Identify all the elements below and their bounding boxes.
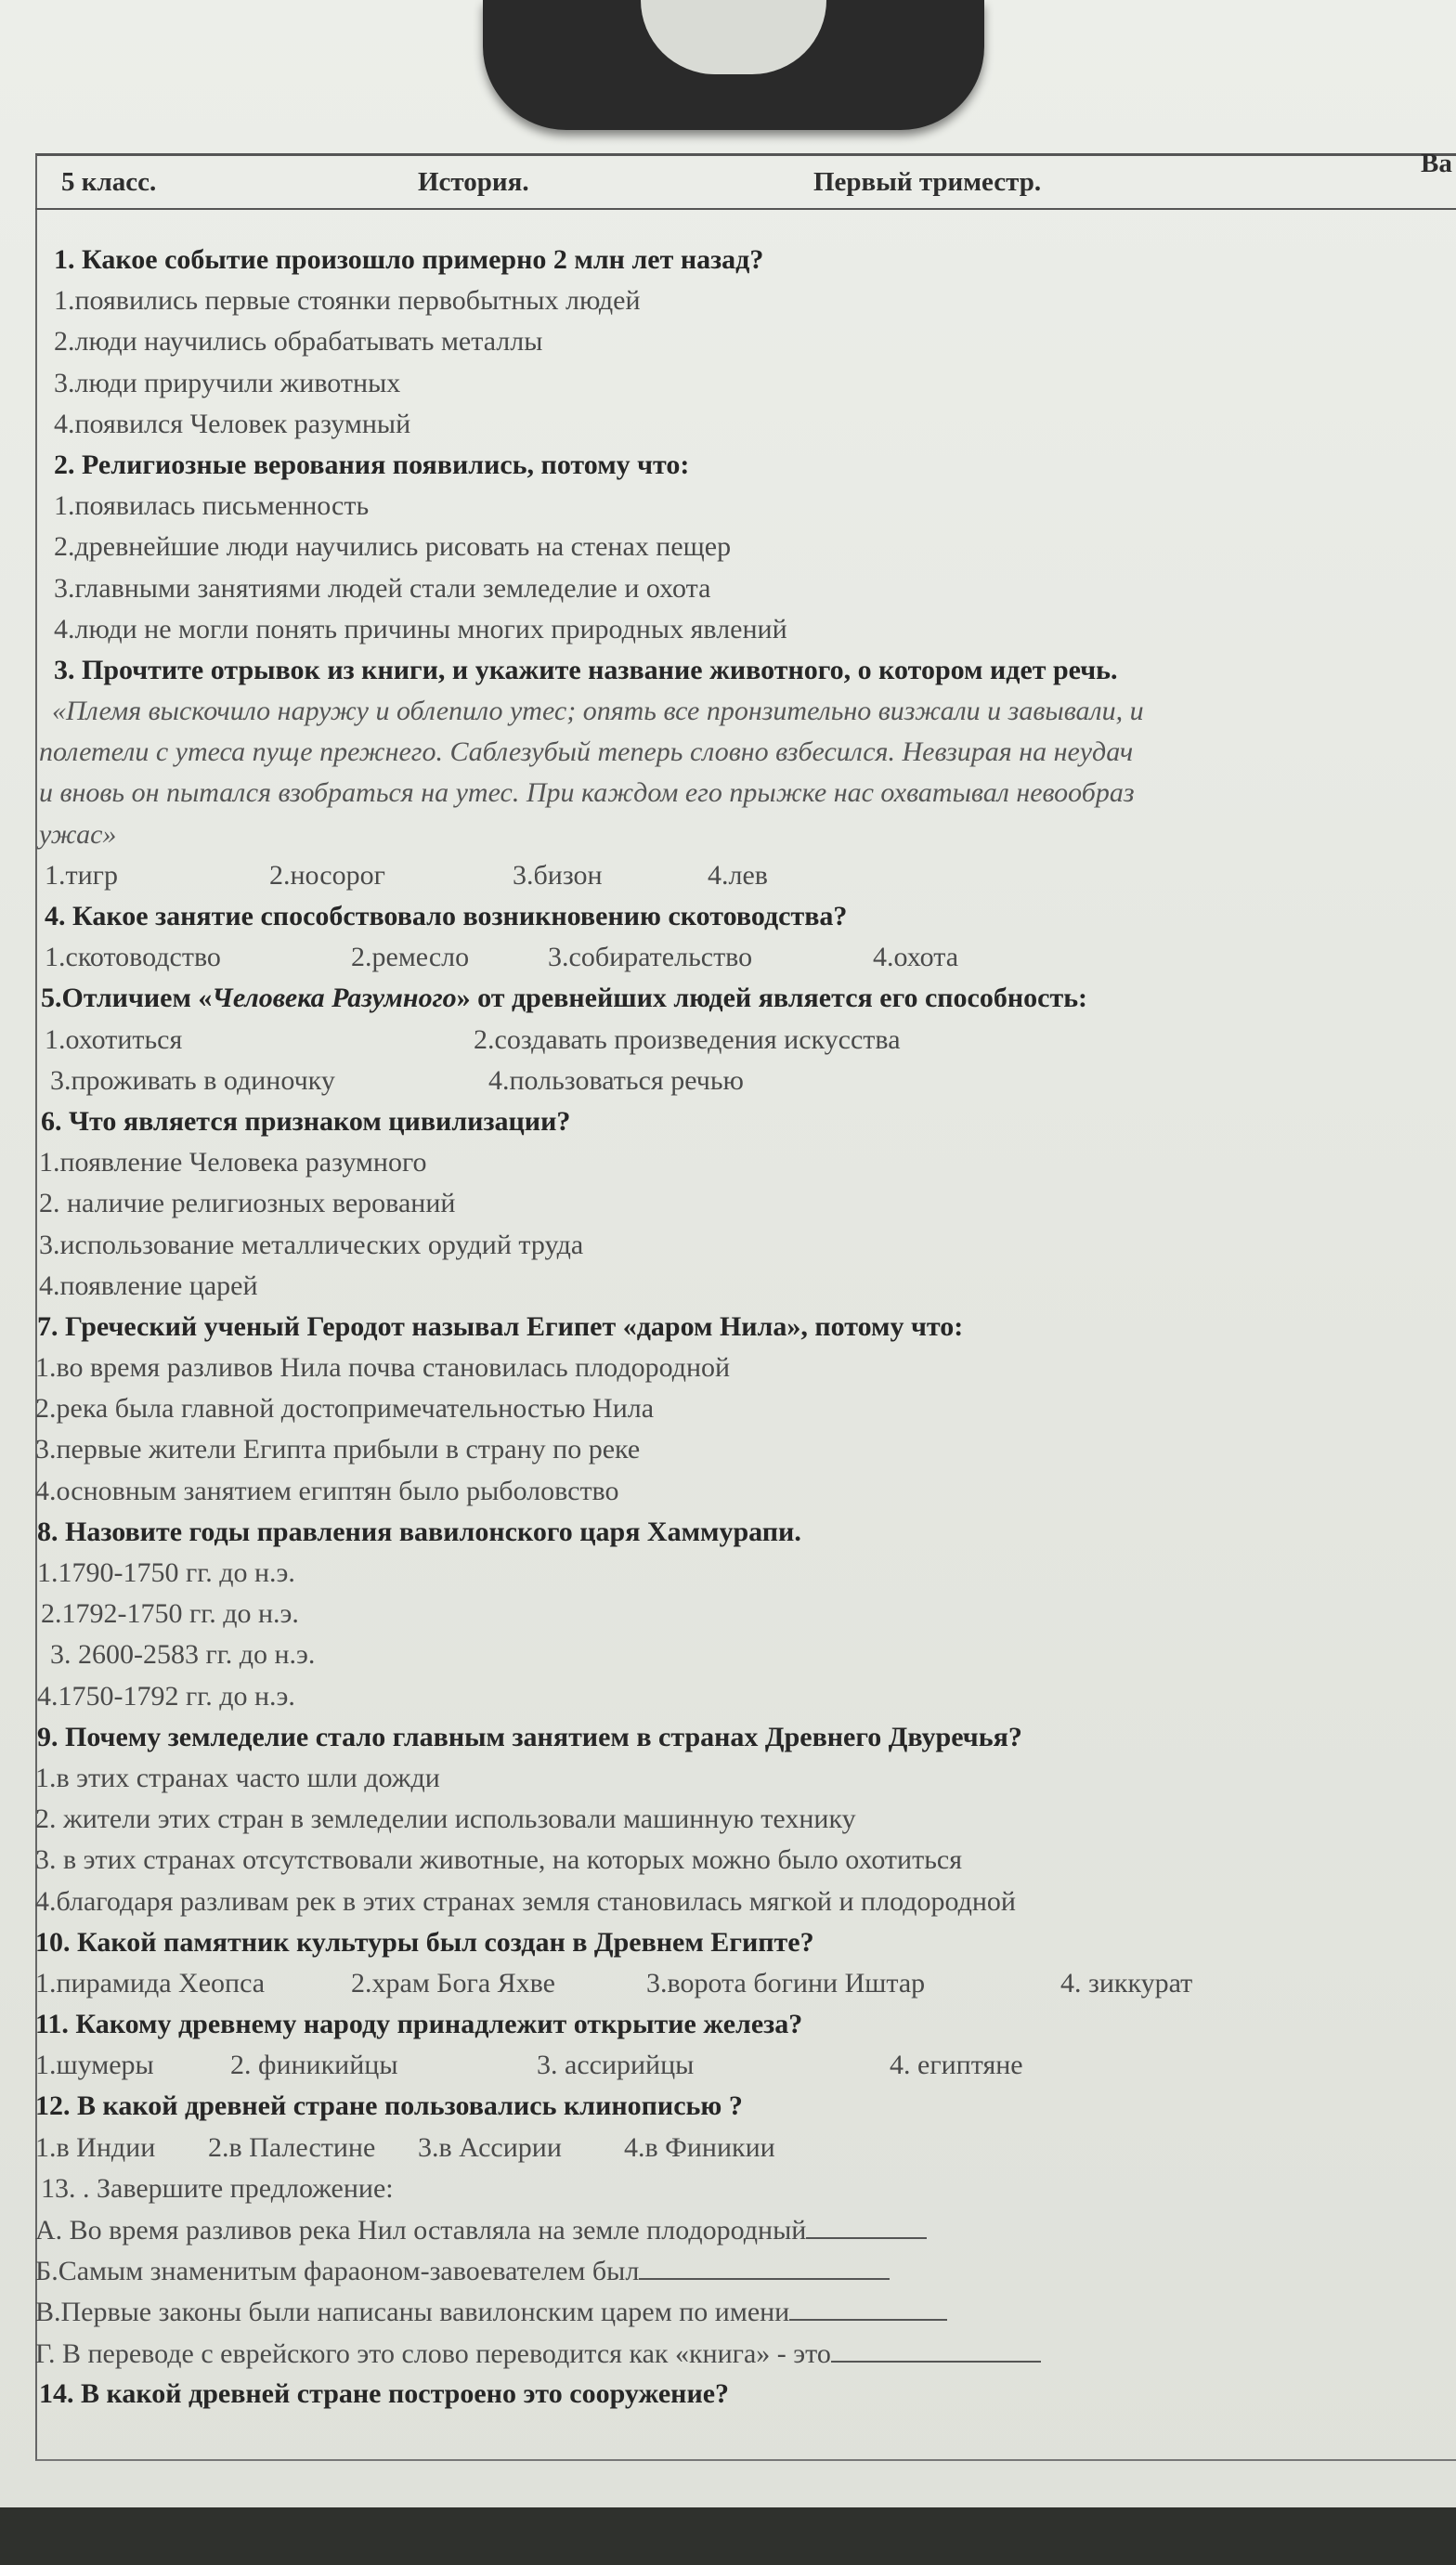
questions-list [35,240,1451,2415]
question-12-option-4: 4.в Финикии [624,2131,775,2163]
question-12-option-2: 2.в Палестине [208,2131,376,2163]
question-1-option-3: 3.люди приручили животных [54,367,401,398]
variant-label: Ва [1421,149,1452,178]
question-13-title: 13. . Завершите предложение: [41,2172,394,2204]
question-3-quote-line-3: и вновь он пытался взобраться на утес. При каждом его прыжке нас охватывал невообраз [39,777,1135,809]
question-9-option-4: 4.благодаря разливам рек в этих странах земля становилась мягкой и плодородной [35,1885,1016,1917]
question-12-title: 12. В какой древней стране пользовались клинописью ? [35,2090,743,2122]
question-5-options-row-2 [35,1061,1451,1101]
question-10-title: 10. Какой памятник культуры был создан в Древнем Египте? [35,1926,814,1958]
question-12-options [35,2128,1451,2168]
question-4-option-2: 2.ремесло [351,942,470,973]
term-label: Первый триместр. [813,167,1042,197]
answer-blank-b[interactable] [639,2250,890,2280]
magnet-notch [641,0,826,74]
question-5-option-3: 3.проживать в одиночку [50,1064,335,1096]
question-7-option-4: 4.основным занятием египтян было рыболовство [35,1475,619,1506]
question-5-title-suffix: » от древнейших людей является его способность: [456,983,1088,1014]
question-5-title [35,978,1451,1019]
question-6-option-3: 3.использование металлических орудий труда [39,1229,584,1260]
question-1-title: 1. Какое событие произошло примерно 2 млн лет назад? [54,244,764,275]
question-1-option-4: 4.появился Человек разумный [54,408,411,439]
magnet [483,0,984,130]
answer-blank-c[interactable] [789,2291,947,2321]
question-8-title: 8. Назовите годы правления вавилонского царя Хаммурапи. [37,1516,801,1547]
question-6-title: 6. Что является признаком цивилизации? [41,1105,571,1137]
question-2-option-1: 1.появилась письменность [54,490,370,522]
question-9-title: 9. Почему земледелие стало главным занятием в странах Древнего Двуречья? [37,1721,1022,1752]
question-11-option-4: 4. египтяне [890,2050,1023,2081]
question-3-quote-line-4: ужас» [39,818,117,850]
question-10-option-3: 3.ворота богини Иштар [646,1967,926,1999]
question-13-item-d-text: Г. В переводе с еврейского это слово переводится как «книга» - это [35,2337,831,2369]
question-7-title: 7. Греческий ученый Геродот называл Египет «даром Нила», потому что: [37,1310,964,1342]
question-8-option-1: 1.1790-1750 гг. до н.э. [37,1557,295,1588]
subject-label: История. [418,167,529,197]
background-surface [0,2507,1456,2565]
question-13-item-c-text: В.Первые законы были написаны вавилонским царем по имени [35,2297,790,2328]
question-9-option-3: 3. в этих странах отсутствовали животные, на которых можно было охотиться [35,1844,962,1876]
question-1-option-2: 2.люди научились обрабатывать металлы [54,326,543,358]
question-8-option-2: 2.1792-1750 гг. до н.э. [41,1598,299,1630]
question-14-title: 14. В какой древней стране построено это сооружение? [39,2377,730,2409]
question-2-option-3: 3.главными занятиями людей стали земледелие и охота [54,572,711,604]
question-6-option-1: 1.появление Человека разумного [39,1147,427,1178]
answer-blank-d[interactable] [831,2333,1041,2363]
grade-label: 5 класс. [61,167,157,197]
question-11-options [35,2045,1451,2086]
question-3-option-1: 1.тигр [45,859,118,891]
question-5-option-2: 2.создавать произведения искусства [474,1023,901,1055]
question-11-option-1: 1.шумеры [35,2050,154,2081]
question-7-option-3: 3.первые жители Египта прибыли в страну по реке [35,1434,641,1465]
question-7-option-2: 2.река была главной достопримечательностью Нила [35,1393,655,1425]
question-11-title: 11. Какому древнему народу принадлежит открытие железа? [35,2009,803,2040]
question-4-option-3: 3.собирательство [548,942,753,973]
question-3-option-2: 2.носорог [269,859,385,891]
question-11-option-3: 3. ассирийцы [537,2050,695,2081]
question-3-quote-line-2: полетели с утеса пуще прежнего. Саблезубый теперь словно взбесился. Невзирая на неудач [39,736,1134,768]
question-13-item-b [35,2250,1451,2291]
question-10-option-1: 1.пирамида Хеопса [35,1967,266,1999]
question-13-item-b-text: Б.Самым знаменитым фараоном-завоевателем был [35,2256,640,2287]
question-2-option-4: 4.люди не могли понять причины многих природных явлений [54,613,787,645]
question-4-title: 4. Какое занятие способствовало возникновению скотоводства? [45,901,848,931]
question-2-option-2: 2.древнейшие люди научились рисовать на стенах пещер [54,531,732,563]
answer-blank-a[interactable] [806,2209,927,2239]
question-10-options [35,1963,1451,2004]
question-8-option-4: 4.1750-1792 гг. до н.э. [37,1680,295,1712]
question-8-option-3: 3. 2600-2583 гг. до н.э. [50,1639,316,1671]
question-4-option-1: 1.скотоводство [45,942,221,973]
question-5-options-row-1 [35,1020,1451,1061]
question-4-option-4: 4.охота [873,942,959,973]
question-13-item-d [35,2333,1451,2374]
question-6-option-4: 4.появление царей [39,1269,258,1301]
question-3-options [35,855,1451,896]
question-13-item-c [35,2291,1451,2332]
question-12-option-1: 1.в Индии [35,2131,156,2163]
question-3-option-4: 4.лев [708,859,768,891]
question-13-item-a [35,2209,1451,2250]
question-9-option-2: 2. жители этих стран в земледелии использовали машинную технику [35,1803,856,1835]
question-5-title-italic: Человека Разумного [212,983,457,1014]
question-5-title-prefix: 5.Отличием « [41,983,213,1014]
question-7-option-1: 1.во время разливов Нила почва становилась плодородной [35,1352,731,1384]
question-12-option-3: 3.в Ассирии [418,2131,562,2163]
question-1-option-1: 1.появились первые стоянки первобытных людей [54,285,641,317]
question-3-option-3: 3.бизон [513,859,603,891]
question-3-quote-line-1: «Племя выскочило наружу и облепило утес; опять все пронзительно визжали и завывали, и [52,696,1144,727]
question-2-title: 2. Религиозные верования появились, потому что: [54,449,690,480]
worksheet-header [35,149,1456,210]
question-10-option-4: 4. зиккурат [1060,1967,1193,1999]
question-6-option-2: 2. наличие религиозных верований [39,1188,456,1219]
question-5-option-4: 4.пользоваться речью [488,1064,744,1096]
question-10-option-2: 2.храм Бога Яхве [351,1967,555,1999]
question-5-option-1: 1.охотиться [45,1023,183,1055]
question-4-options [35,937,1451,978]
question-9-option-1: 1.в этих странах часто шли дожди [35,1762,440,1793]
question-13-item-a-text: А. Во время разливов река Нил оставляла на земле плодородный [35,2215,807,2246]
question-3-title: 3. Прочтите отрывок из книги, и укажите название животного, о котором идет речь. [54,654,1118,685]
question-11-option-2: 2. финикийцы [230,2050,398,2081]
